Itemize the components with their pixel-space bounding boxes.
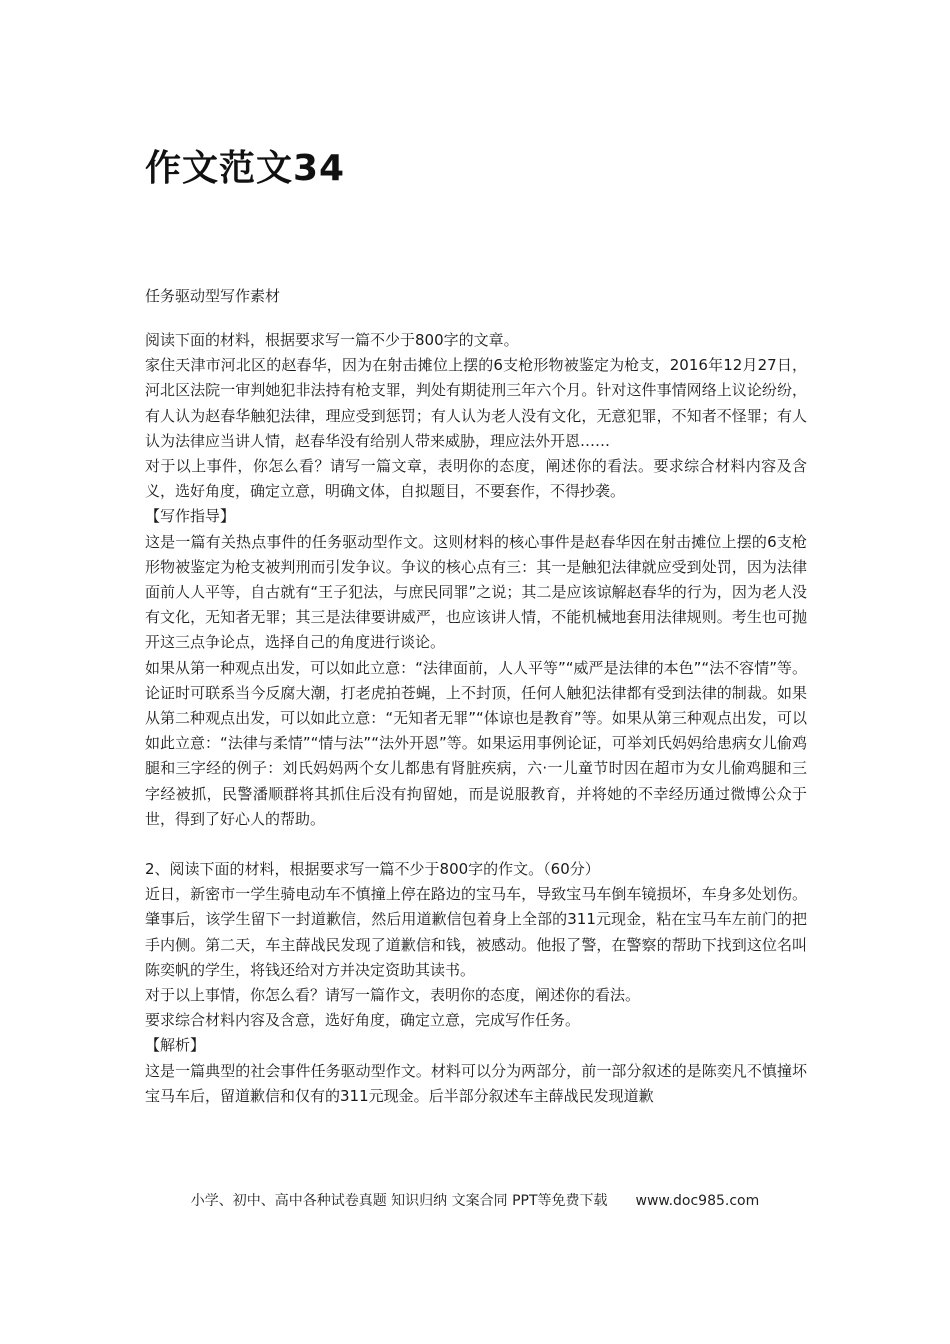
paragraph-instruction-1: 阅读下面的材料，根据要求写一篇不少于800字的文章。 [145,331,519,349]
document-body [145,328,807,1109]
section-heading-analysis: 【解析】 [145,1036,206,1055]
paragraph-instruction-2: 2、阅读下面的材料，根据要求写一篇不少于800字的作文。（60分） [145,860,600,879]
paragraph-guidance-1: 这是一篇有关热点事件的任务驱动型作文。这则材料的核心事件是赵春华因在射击摊位上摆的6支枪形物被鉴定为枪支被判刑而引发争议。争议的核心点有三：其一是触犯法律就应受到处罚，因为法律面前人人平等，自古就有“王子犯法，与庶民同罪”之说；其二是应该谅解赵春华的行为，因为老人没有文化，无知者无罪；其三是法律要讲威严，也应该讲人情，不能机械地套用法律规则。考生也可抛开这三点争论点，选择自己的角度进行谈论。 [145,532,807,652]
paragraph-guidance-2: 如果从第一种观点出发，可以如此立意：“法律面前，人人平等”“威严是法律的本色”“法不容情”等。论证时可联系当今反腐大潮，打老虎拍苍蝇，上不封顶，任何人触犯法律都有受到法律的制裁。如果从第二种观点出发，可以如此立意：“无知者无罪”“体谅也是教育”等。如果从第三种观点出发，可以如此立意：“法律与柔情”“情与法”“法外开恩”等。如果运用事例论证，可举刘氏妈妈给患病女儿偷鸡腿和三字经的例子：刘氏妈妈两个女儿都患有肾脏疾病，六·一儿童节时因在超市为女儿偷鸡腿和三字经被抓，民警潘顺群将其抓住后没有拘留她，而是说服教育，并将她的不幸经历通过微博公众于世，得到了好心人的帮助。 [145,658,807,828]
paragraph-task-1: 对于以上事件，你怎么看？请写一篇文章，表明你的态度，阐述你的看法。要求综合材料内容及含义，选好角度，确定立意，明确文体，自拟题目，不要套作，不得抄袭。 [145,457,807,501]
paragraph-analysis-1: 这是一篇典型的社会事件任务驱动型作文。材料可以分为两部分，前一部分叙述的是陈奕凡不慎撞坏宝马车后，留道歉信和仅有的311元现金。后半部分叙述车主薛战民发现道歉 [145,1061,807,1105]
section-heading-guidance: 【写作指导】 [145,507,236,526]
paragraph-material-2: 近日，新密市一学生骑电动车不慎撞上停在路边的宝马车，导致宝马车倒车镜损坏，车身多处划伤。肇事后，该学生留下一封道歉信，然后用道歉信包着身上全部的311元现金，粘在宝马车左前门的把手内侧。第二天，车主薛战民发现了道歉信和钱，被感动。他报了警，在警察的帮助下找到这位名叫陈奕帆的学生，将钱还给对方并决定资助其读书。 [145,885,807,979]
paragraph-material-1: 家住天津市河北区的赵春华，因为在射击摊位上摆的6支枪形物被鉴定为枪支，2016年12月27日，河北区法院一审判她犯非法持有枪支罪，判处有期徒刑三年六个月。针对这件事情网络上议论纷纷，有人认为赵春华触犯法律，理应受到惩罚；有人认为老人没有文化，无意犯罪，不知者不怪罪；有人认为法律应当讲人情，赵春华没有给别人带来威胁，理应法外开恩…… [145,356,807,450]
paragraph-requirement-2: 要求综合材料内容及含意，选好角度，确定立意，完成写作任务。 [145,1011,581,1030]
footer-url: www.doc985.com [635,1193,760,1209]
page-footer [0,1190,950,1210]
paragraph-task-2: 对于以上事情，你怎么看？请写一篇作文，表明你的态度，阐述你的看法。 [145,986,641,1005]
document-title: 作文范文34 [145,148,346,189]
footer-text: 小学、初中、高中各种试卷真题 知识归纳 文案合同 PPT等免费下载 [190,1193,608,1209]
document-subtitle: 任务驱动型写作素材 [145,287,281,305]
